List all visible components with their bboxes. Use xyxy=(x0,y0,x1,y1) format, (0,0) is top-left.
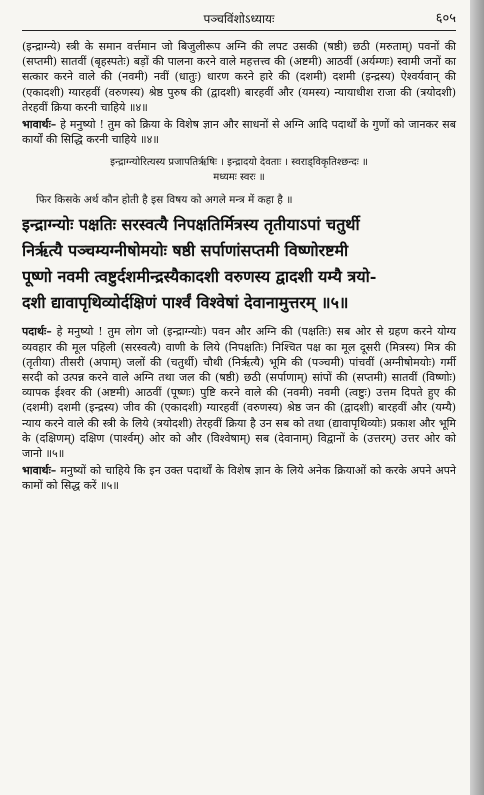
padartha-label: पदार्थः– xyxy=(22,325,52,339)
page-edge-shadow xyxy=(470,0,484,795)
padartha-paragraph xyxy=(22,324,456,461)
chapter-title: पञ्चविंशोऽध्यायः xyxy=(203,12,275,26)
bottom-bhavartha-text: मनुष्यों को चाहिये कि इन उक्त पदार्थों के विशेष ज्ञान के लिये अनेक क्रियाओं को करके अपने अपने कामों को सिद्ध करें ॥५॥ xyxy=(22,464,456,493)
top-paragraph: (इन्द्राग्न्ये) स्त्री के समान वर्त्तमान जो बिजुलीरूप अग्नि की लपट उसकी (षष्ठी) छठी (मरुताम्) पवनों की (सप्तमी) सातवीं (बृहस्पतेः) बड़ों की पालना करने वाले महत्तत्त्व की (अष्टमी) आठवीं (अर्यम्णः) स्वामी जनों का सत्कार करने वाले की (नवमी) नवीं (धातुः) धारण करने हारे की (दशमी) दशमी (इन्द्रस्य) ऐश्वर्यवान् की (एकादशी) ग्यारहवीं (वरुणस्य) श्रेष्ठ पुरुष की (द्वादशी) बारहवीं और (यमस्य) न्यायाधीश राजा की (त्रयोदशी) तेरहवीं क्रिया करनी चाहिये ॥४॥ xyxy=(22,40,456,114)
mantra-line: निर्ऋत्यै पञ्चम्यग्नीषोमयोः षष्ठी सर्पाणांसप्तमी विष्णोरष्टमी xyxy=(22,241,349,261)
page-header xyxy=(22,8,456,31)
mantra-text xyxy=(22,212,456,316)
mantra-meta-svara: मध्यमः स्वरः ॥ xyxy=(213,172,265,184)
padartha-text: हे मनुष्यो ! तुम लोग जो (इन्द्राग्न्योः) पवन और अग्नि की (पक्षतिः) सब ओर से ग्रहण करने योग्य व्यवहार की मूल पहिली (सरस्वत्यै) वाणी के लिये (निपक्षतिः) निश्चित पक्ष का मूल दूसरी (मित्रस्य) मित्र की (तृतीया) तीसरी (अपाम्) जलों की (चतुर्थी) चौथी (निर्ऋत्यै) भूमि की (पञ्चमी) पांचवीं (अग्नीषोमयोः) गर्मी सरदी को उत्पन्न करने वाले अग्नि तथा जल की (षष्ठी) छठी (सर्पाणाम्) सांपों की (सप्तमी) सातवीं (विष्णोः) व्यापक ईश्वर की (अष्टमी) आठवीं (पूष्णः) पुष्टि करने वाले की (नवमी) नवमी (त्वष्टुः) उत्तम दिपते हुए की (दशमी) दशमी (इन्द्रस्य) जीव की (एकादशी) ग्यारहवीं (वरुणस्य) श्रेष्ठ जन की (द्वादशी) बारहवीं और (यम्यै) न्याय करने वाले की स्त्री के लिये (त्रयोदशी) तेरहवीं क्रिया है उन सब को तथा (द्यावापृथिव्योः) प्रकाश और भूमि के (दक्षिणम्) दक्षिण (पार्श्वम्) ओर को और (विश्वेषाम्) सब (देवानाम्) विद्वानों के (उत्तरम्) उत्तर ओर को जानो ॥५॥ xyxy=(22,325,456,461)
mantra-line: इन्द्राग्न्योः पक्षतिः सरस्वत्यै निपक्षतिर्मित्रस्य तृतीयाऽपां चतुर्थी xyxy=(22,215,360,235)
bottom-bhavartha-label: भावार्थः– xyxy=(22,464,57,478)
mantra-intro: फिर किसके अर्थ कौन होती है इस विषय को अगले मन्त्र में कहा है ॥ xyxy=(36,194,293,207)
mantra-line: दशी द्यावापृथिव्योर्दक्षिणं पार्श्वं विश्वेषां देवानामुत्तरम् ॥५॥ xyxy=(22,293,349,313)
mantra-meta xyxy=(22,155,456,185)
top-bhavartha xyxy=(22,117,456,147)
top-bhavartha-label: भावार्थः– xyxy=(22,118,57,132)
page-number: ६०५ xyxy=(435,11,456,26)
mantra-line: पूष्णो नवमी त्वष्टुर्दशमीन्द्रस्यैकादशी वरुणस्य द्वादशी यम्यै त्रयो- xyxy=(22,267,377,287)
mantra-meta-rishi: इन्द्राग्न्योरित्यस्य प्रजापतिर्ऋषिः । इन्द्रादयो देवताः । स्वराड्विकृतिश्छन्दः ॥ xyxy=(110,157,368,169)
bottom-bhavartha xyxy=(22,463,456,493)
top-bhavartha-text: हे मनुष्यो ! तुम को क्रिया के विशेष ज्ञान और साधनों से अग्नि आदि पदार्थों के गुणों को जानकर सब कार्यों की सिद्धि करनी चाहिये ॥४॥ xyxy=(22,118,456,147)
